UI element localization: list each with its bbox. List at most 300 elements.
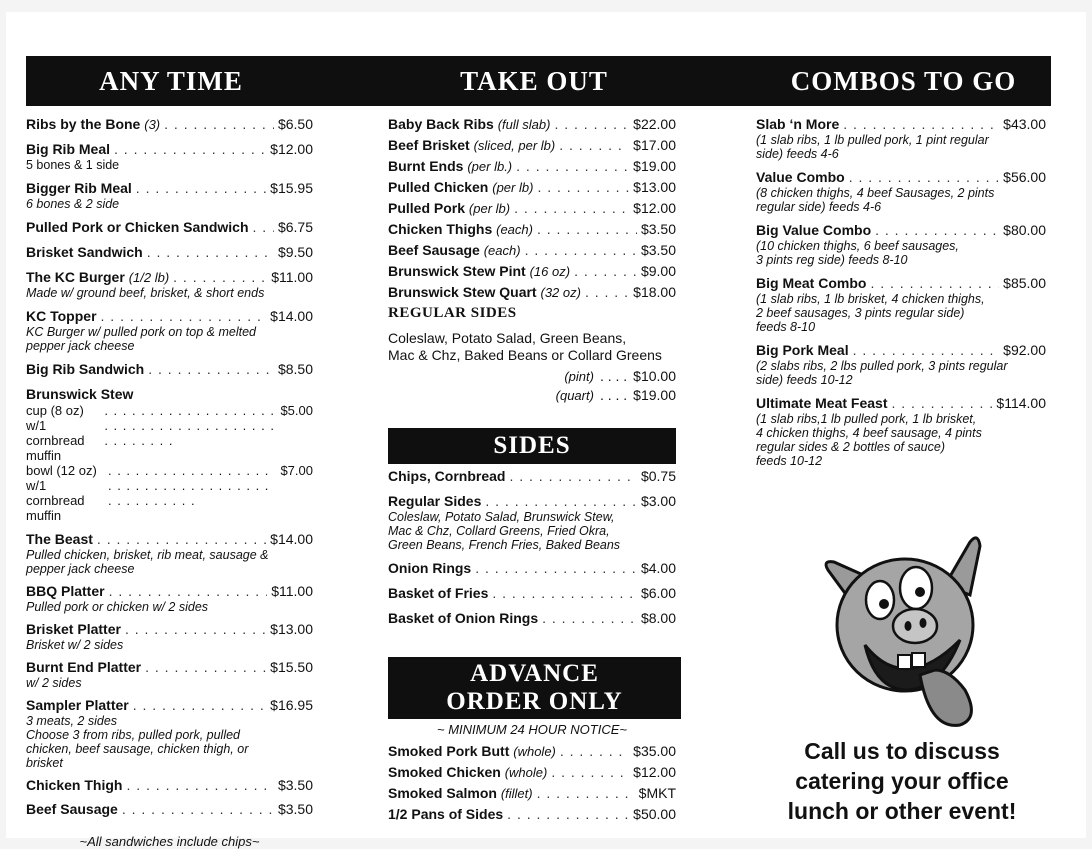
- menu-item-description: Pulled pork or chicken w/ 2 sides: [26, 600, 209, 614]
- catering-line-2: catering your office: [795, 768, 1009, 794]
- menu-item-name: [756, 395, 887, 412]
- leader-dots: [891, 395, 992, 412]
- menu-item-name-text: 1/2 Pans of Sides: [388, 806, 504, 822]
- menu-item-line: [388, 116, 676, 133]
- menu-item-price: $9.00: [640, 263, 676, 279]
- menu-item: [388, 743, 676, 760]
- menu-item-name-text: Onion Rings: [388, 560, 472, 576]
- menu-item: [756, 275, 1046, 334]
- menu-item-name: [388, 284, 581, 301]
- menu-item-name: [26, 269, 169, 286]
- regular-sides-text: Coleslaw, Potato Salad, Green Beans,: [388, 330, 627, 346]
- take-out-column: [388, 116, 676, 405]
- menu-item-name: [756, 222, 871, 239]
- menu-item-price: $43.00: [1003, 116, 1046, 132]
- menu-item-name: [388, 560, 471, 577]
- menu-item-line: [756, 395, 1046, 412]
- menu-item-price: $19.00: [633, 158, 676, 174]
- menu-item-name: [26, 141, 110, 158]
- menu-item-price: $50.00: [633, 806, 676, 822]
- sides-header: SIDES: [388, 428, 676, 464]
- menu-item: [388, 806, 676, 823]
- menu-item-note: (32 oz): [540, 285, 581, 300]
- menu-item: [26, 219, 313, 236]
- menu-item-line: [26, 361, 313, 378]
- brunswick-stew-item: [26, 386, 313, 523]
- menu-item-name-text: Smoked Pork Butt: [388, 743, 510, 759]
- menu-item: [388, 200, 676, 217]
- menu-item-line: [26, 116, 313, 133]
- menu-item-line: [388, 284, 676, 301]
- leader-dots: [574, 263, 637, 280]
- menu-item-name-text: Value Combo: [756, 169, 845, 185]
- option-price: $7.00: [280, 463, 313, 478]
- menu-item-line: [756, 342, 1046, 359]
- menu-item-name-text: Pulled Pork: [388, 200, 466, 216]
- menu-item-line: [388, 560, 676, 577]
- menu-item-name: [26, 244, 143, 261]
- menu-item-price: $9.50: [277, 244, 313, 260]
- leader-dots: [114, 141, 266, 158]
- menu-item-name: [26, 219, 249, 236]
- menu-item-name: [388, 493, 481, 510]
- menu-item-line: [388, 493, 676, 510]
- menu-item: [26, 141, 313, 172]
- menu-item-line: [388, 806, 676, 823]
- menu-item-description: Choose 3 from ribs, pulled pork, pulled: [26, 728, 241, 742]
- menu-item: [388, 116, 676, 133]
- menu-item: [388, 585, 676, 602]
- menu-item-price: $13.00: [633, 179, 676, 195]
- sandwich-note: ~All sandwiches include chips~: [79, 834, 260, 849]
- menu-item-name-text: Ultimate Meat Feast: [756, 395, 888, 411]
- menu-item-name: [26, 659, 141, 676]
- menu-item-name-text: Basket of Fries: [388, 585, 489, 601]
- menu-item-name: [388, 158, 512, 175]
- menu-item-description: (10 chicken thighs, 6 beef sausages,: [756, 239, 959, 253]
- menu-item-name-text: Big Rib Meal: [26, 141, 111, 157]
- menu-item-line: [388, 179, 676, 196]
- leader-dots: [97, 531, 266, 548]
- menu-item-description: Coleslaw, Potato Salad, Brunswick Stew,: [388, 510, 615, 524]
- leader-dots: [164, 116, 274, 133]
- menu-item-note: (per lb): [492, 180, 534, 195]
- menu-item-line: [388, 137, 676, 154]
- leader-dots: [125, 621, 266, 638]
- menu-item-name: [26, 697, 129, 714]
- advance-order-header: ADVANCE ORDER ONLY: [388, 657, 681, 719]
- menu-item-name-text: Smoked Chicken: [388, 764, 501, 780]
- menu-item-name: [26, 621, 121, 638]
- menu-item-price: $11.00: [271, 269, 313, 285]
- leader-dots: [525, 242, 637, 259]
- menu-item-name: [388, 263, 570, 280]
- menu-item-name-text: Big Value Combo: [756, 222, 872, 238]
- menu-item-name: [388, 137, 555, 154]
- leader-dots: [101, 308, 267, 325]
- menu-item-name-text: Pulled Pork or Chicken Sandwich: [26, 219, 249, 235]
- menu-item-price: $3.50: [277, 777, 313, 793]
- menu-item-name: [756, 275, 866, 292]
- advance-notice: ~ MINIMUM 24 HOUR NOTICE~: [437, 722, 627, 737]
- leader-dots: [542, 610, 637, 627]
- menu-item-price: $12.00: [633, 764, 676, 780]
- menu-item-price: $6.75: [277, 219, 313, 235]
- menu-item-line: [26, 621, 313, 638]
- menu-item-description: (1 slab ribs, 1 lb pulled pork, 1 pint regular: [756, 133, 989, 147]
- leader-dots: [126, 777, 274, 794]
- menu-item-name: [388, 116, 550, 133]
- menu-item-price: $8.50: [277, 361, 313, 377]
- menu-item-name-text: Regular Sides: [388, 493, 482, 509]
- menu-item-name-text: Big Pork Meal: [756, 342, 849, 358]
- menu-item-note: (sliced, per lb): [473, 138, 556, 153]
- brunswick-stew-option: [26, 463, 313, 523]
- menu-item-price: $17.00: [633, 137, 676, 153]
- menu-item-price: $11.00: [271, 583, 313, 599]
- menu-item-description: (1 slab ribs, 1 lb brisket, 4 chicken thighs,: [756, 292, 985, 306]
- menu-item-price: $56.00: [1003, 169, 1046, 185]
- menu-item-line: [388, 158, 676, 175]
- menu-item-name: [388, 806, 503, 823]
- menu-item: [26, 697, 313, 770]
- menu-item-price: $35.00: [633, 743, 676, 759]
- menu-item-description: (8 chicken thighs, 4 beef Sausages, 2 pints: [756, 186, 995, 200]
- menu-item-name-text: Beef Sausage: [26, 801, 118, 817]
- leader-dots: [554, 116, 629, 133]
- size-label: (pint): [564, 369, 594, 384]
- menu-item-name-text: Bigger Rib Meal: [26, 180, 132, 196]
- leader-dots: [853, 342, 1000, 359]
- leader-dots: [516, 158, 629, 175]
- menu-item-name: [388, 468, 505, 485]
- menu-item-name: [388, 743, 556, 760]
- menu-item-line: [26, 180, 313, 197]
- menu-item: [26, 308, 313, 353]
- leader-dots: [108, 463, 277, 523]
- catering-line-3: lunch or other event!: [787, 798, 1017, 824]
- regular-sides-size: [388, 386, 676, 405]
- menu-item-price: $22.00: [633, 116, 676, 132]
- menu-item-line: [756, 169, 1046, 186]
- size-price: $19.00: [633, 387, 676, 403]
- menu-item-description: Made w/ ground beef, brisket, & short ends: [26, 286, 265, 300]
- menu-item-name: [388, 242, 521, 259]
- menu-item-price: $12.00: [633, 200, 676, 216]
- menu-item: [756, 395, 1046, 468]
- menu-item-line: [26, 777, 313, 794]
- menu-item: [26, 659, 313, 690]
- menu-item-description: Brisket w/ 2 sides: [26, 638, 124, 652]
- catering-line-1: Call us to discuss: [804, 738, 1000, 764]
- menu-item-description: feeds 10-12: [756, 454, 823, 468]
- menu-item-note: (per lb.): [467, 159, 513, 174]
- menu-item-name-text: Brunswick Stew Quart: [388, 284, 537, 300]
- menu-item-price: $3.50: [277, 801, 313, 817]
- menu-item-line: [388, 764, 676, 781]
- menu-item-name-text: Ribs by the Bone: [26, 116, 141, 132]
- menu-item-line: [388, 200, 676, 217]
- menu-item-note: (3): [144, 117, 161, 132]
- menu-item-name-text: BBQ Platter: [26, 583, 105, 599]
- leader-dots: [843, 116, 999, 133]
- menu-item: [26, 116, 313, 133]
- menu-item: [756, 116, 1046, 161]
- menu-item-name: [388, 585, 488, 602]
- leader-dots: [507, 806, 629, 823]
- menu-item-description: brisket: [26, 756, 63, 770]
- menu-item-name-text: Slab ‘n More: [756, 116, 840, 132]
- menu-item-name-text: Smoked Salmon: [388, 785, 497, 801]
- leader-dots: [133, 697, 266, 714]
- leader-dots: [253, 219, 274, 236]
- menu-item-name-text: Pulled Chicken: [388, 179, 489, 195]
- menu-item-line: [26, 659, 313, 676]
- brunswick-stew-option: [26, 403, 313, 463]
- menu-item-name: [388, 764, 547, 781]
- menu-item-line: [388, 785, 676, 802]
- menu-item-price: $14.00: [270, 531, 313, 547]
- menu-item: [388, 284, 676, 301]
- menu-item-name-text: Chips, Cornbread: [388, 468, 506, 484]
- menu-item-description: feeds 8-10: [756, 320, 816, 334]
- menu-item-price: $12.00: [270, 141, 313, 157]
- menu-item-name-text: Chicken Thighs: [388, 221, 493, 237]
- menu-item-name: [26, 531, 93, 548]
- menu-item: [756, 222, 1046, 267]
- leader-dots: [875, 222, 999, 239]
- brunswick-stew-title: Brunswick Stew: [26, 386, 134, 402]
- menu-item-name: [26, 116, 160, 133]
- menu-item: [388, 764, 676, 781]
- regular-sides-size: [388, 367, 676, 386]
- menu-item-price: $15.50: [270, 659, 313, 675]
- menu-item-name: [388, 200, 510, 217]
- menu-item: [26, 621, 313, 652]
- menu-item-name: [388, 221, 533, 238]
- size-label: (quart): [555, 388, 594, 403]
- menu-item-name-text: Beef Sausage: [388, 242, 480, 258]
- menu-item-price: $MKT: [638, 785, 676, 801]
- menu-item-name: [756, 342, 849, 359]
- menu-item-name: [388, 610, 538, 627]
- menu-item: [26, 583, 313, 614]
- combos-header: COMBOS TO GO: [790, 66, 1017, 96]
- take-out-header: TAKE OUT: [460, 66, 608, 96]
- menu-item: [388, 179, 676, 196]
- menu-item-note: (whole): [504, 765, 548, 780]
- menu-item: [388, 263, 676, 280]
- any-time-column: [26, 116, 313, 849]
- menu-item: [26, 269, 313, 300]
- leader-dots: [559, 137, 629, 154]
- leader-dots: [136, 180, 266, 197]
- menu-item-description: Pulled chicken, brisket, rib meat, sausage &: [26, 548, 269, 562]
- sides-column: [388, 468, 676, 635]
- menu-item-price: $3.50: [640, 221, 676, 237]
- menu-item-price: $15.95: [270, 180, 313, 196]
- pig-mascot-icon: [820, 530, 985, 735]
- menu-item: [388, 468, 676, 485]
- catering-callout: [752, 736, 1052, 826]
- menu-item-price: $85.00: [1003, 275, 1046, 291]
- menu-item-price: $4.00: [640, 560, 676, 576]
- regular-sides-text: Mac & Chz, Baked Beans or Collard Greens: [388, 347, 662, 363]
- menu-item-line: [26, 531, 313, 548]
- regular-sides-title: REGULAR SIDES: [388, 305, 517, 321]
- menu-item-price: $80.00: [1003, 222, 1046, 238]
- menu-item-description: pepper jack cheese: [26, 339, 135, 353]
- menu-item-price: $3.00: [640, 493, 676, 509]
- menu-item: [26, 361, 313, 378]
- menu-item-description: regular side) feeds 4-6: [756, 200, 882, 214]
- menu-item: [26, 531, 313, 576]
- menu-item-name-text: KC Topper: [26, 308, 97, 324]
- menu-item-description: Mac & Chz, Collard Greens, Fried Okra,: [388, 524, 610, 538]
- option-price: $5.00: [280, 403, 313, 418]
- menu-item: [26, 801, 313, 818]
- menu-item-price: $114.00: [996, 395, 1046, 411]
- menu-item-line: [26, 244, 313, 261]
- leader-dots: [509, 468, 636, 485]
- menu-item-description: side) feeds 10-12: [756, 373, 853, 387]
- menu-item-name: [26, 308, 97, 325]
- any-time-header: ANY TIME: [99, 66, 243, 96]
- option-label: bowl (12 oz) w/1 cornbread muffin: [26, 463, 97, 523]
- menu-item-line: [26, 141, 313, 158]
- leader-dots: . . . .: [599, 368, 628, 384]
- menu-item-note: (each): [496, 222, 533, 237]
- leader-dots: [849, 169, 999, 186]
- menu-item-line: [388, 263, 676, 280]
- menu-item-line: [388, 221, 676, 238]
- menu-item: [26, 180, 313, 211]
- menu-item-description: Green Beans, French Fries, Baked Beans: [388, 538, 621, 552]
- leader-dots: [514, 200, 629, 217]
- advance-order-column: [388, 722, 676, 827]
- menu-item: [26, 777, 313, 794]
- menu-item-line: [756, 116, 1046, 133]
- menu-item-line: [26, 308, 313, 325]
- leader-dots: [147, 244, 274, 261]
- menu-item-description: side) feeds 4-6: [756, 147, 839, 161]
- menu-item-note: (per lb): [468, 201, 511, 216]
- menu-item-price: $3.50: [640, 242, 676, 258]
- menu-item-description: 4 chicken thighs, 4 beef sausage, 4 pints: [756, 426, 982, 440]
- menu-item-description: 3 pints reg side) feeds 8-10: [756, 253, 908, 267]
- menu-item: [388, 137, 676, 154]
- combos-column: [756, 116, 1046, 476]
- menu-item-name-text: Brisket Sandwich: [26, 244, 143, 260]
- menu-item: [756, 342, 1046, 387]
- menu-item: [388, 785, 676, 802]
- menu-item-line: [388, 242, 676, 259]
- menu-item-price: $13.00: [270, 621, 313, 637]
- menu-item-name-text: Brisket Platter: [26, 621, 121, 637]
- menu-item-line: [388, 585, 676, 602]
- menu-item-name: [26, 583, 105, 600]
- leader-dots: [122, 801, 274, 818]
- menu-item-description: KC Burger w/ pulled pork on top & melted: [26, 325, 256, 339]
- menu-item-name: [756, 116, 839, 133]
- menu-item-name: [388, 179, 533, 196]
- menu-item-price: $92.00: [1003, 342, 1046, 358]
- menu-item-name: [388, 785, 533, 802]
- leader-dots: [104, 403, 277, 463]
- menu-item-name-text: Burnt End Platter: [26, 659, 142, 675]
- menu-item-name-text: The KC Burger: [26, 269, 125, 285]
- leader-dots: [475, 560, 637, 577]
- menu-item-note: (each): [483, 243, 521, 258]
- menu-item-name: [756, 169, 845, 186]
- leader-dots: [551, 764, 629, 781]
- menu-item-note: (16 oz): [529, 264, 571, 279]
- leader-dots: . . . .: [599, 387, 628, 403]
- menu-item-name-text: Burnt Ends: [388, 158, 464, 174]
- menu-item-line: [388, 468, 676, 485]
- menu-item-name-text: Baby Back Ribs: [388, 116, 494, 132]
- menu-item-description: (1 slab ribs,1 lb pulled pork, 1 lb brisket,: [756, 412, 977, 426]
- menu-item: [388, 493, 676, 552]
- menu-item-price: $16.95: [270, 697, 313, 713]
- menu-item-name-text: Chicken Thigh: [26, 777, 123, 793]
- menu-item-name: [26, 777, 122, 794]
- menu-item-description: 6 bones & 2 side: [26, 197, 120, 211]
- menu-item-price: $8.00: [640, 610, 676, 626]
- menu-item-line: [756, 275, 1046, 292]
- menu-item-description: w/ 2 sides: [26, 676, 82, 690]
- menu-item-line: [756, 222, 1046, 239]
- menu-item-line: [26, 697, 313, 714]
- menu-item-line: [26, 583, 313, 600]
- menu-item-line: [388, 610, 676, 627]
- leader-dots: [560, 743, 629, 760]
- menu-item-description: chicken, beef sausage, chicken thigh, or: [26, 742, 249, 756]
- menu-item: [26, 244, 313, 261]
- menu-item-name-text: Brunswick Stew Pint: [388, 263, 526, 279]
- leader-dots: [585, 284, 629, 301]
- menu-item-name-text: Big Rib Sandwich: [26, 361, 145, 377]
- menu-item-name-text: Basket of Onion Rings: [388, 610, 539, 626]
- menu-item-description: 3 meats, 2 sides: [26, 714, 118, 728]
- menu-item-line: [26, 801, 313, 818]
- leader-dots: [173, 269, 267, 286]
- menu-item-name: [26, 361, 144, 378]
- leader-dots: [492, 585, 637, 602]
- menu-item-price: $0.75: [640, 468, 676, 484]
- menu-item-price: $14.00: [270, 308, 313, 324]
- leader-dots: [537, 221, 637, 238]
- menu-item-note: (1/2 lb): [128, 270, 170, 285]
- menu-item-description: pepper jack cheese: [26, 562, 135, 576]
- menu-item-note: (full slab): [497, 117, 551, 132]
- leader-dots: [537, 179, 629, 196]
- menu-item: [388, 242, 676, 259]
- leader-dots: [537, 785, 635, 802]
- option-label: cup (8 oz) w/1 cornbread muffin: [26, 403, 85, 463]
- menu-item-line: [26, 219, 313, 236]
- leader-dots: [485, 493, 637, 510]
- leader-dots: [870, 275, 999, 292]
- menu-item-name-text: The Beast: [26, 531, 93, 547]
- leader-dots: [145, 659, 266, 676]
- menu-item-note: (whole): [513, 744, 556, 759]
- menu-item-line: [388, 743, 676, 760]
- menu-item: [756, 169, 1046, 214]
- menu-item: [388, 221, 676, 238]
- leader-dots: [148, 361, 274, 378]
- menu-item-description: regular sides & 2 bottles of sauce): [756, 440, 945, 454]
